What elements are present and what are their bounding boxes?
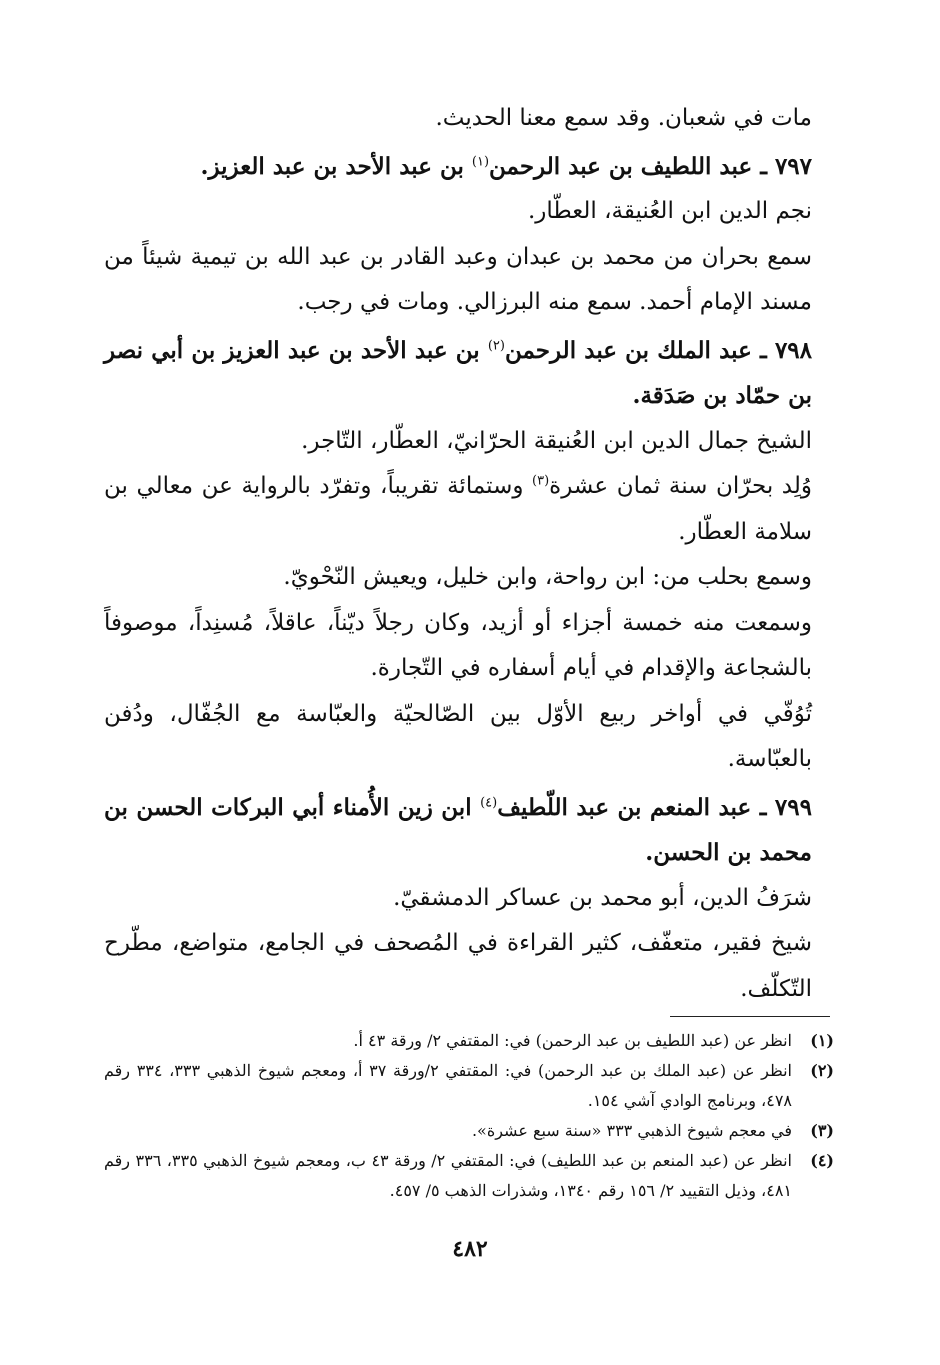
paragraph-birth — [104, 464, 834, 555]
paragraph-text-continued: وستمائة تقريباً، وتفرّد بالرواية عن معالي بن سلامة العطّار. — [104, 473, 812, 545]
footnote-mark: (٢) — [810, 1061, 834, 1080]
paragraph-sama-halab: وسمع بحلب من: ابن رواحة، وابن خليل، ويعيش النّحْويّ. — [283, 564, 812, 590]
paragraph-laqab: شرَفُ الدين، أبو محمد بن عساكر الدمشقيّ. — [393, 884, 812, 911]
entry-heading-797 — [104, 144, 834, 190]
entry-name: عبد الملك بن عبد الرحمن — [504, 336, 752, 364]
entry-name-continued: بن عبد الأحد بن عبد العزيز بن أبي نصر بن حمّاد بن صَدَقة. — [104, 336, 812, 409]
footnote-mark: (١) — [810, 1031, 834, 1050]
entry-name-continued: ابن زين الأُمناء أبي البركات الحسن بن محمد بن الحسن. — [104, 793, 812, 866]
footnote-text: في معجم شيوخ الذهبي ٣٣٣ «سنة سبع عشرة». — [471, 1121, 792, 1140]
paragraph-death-note: مات في شعبان. وقد سمع معنا الحديث. — [435, 105, 812, 131]
paragraph-description: شيخ فقير، متعفّف، كثير القراءة في المُصحف في الجامع، متواضع، مطّرح التّكلّف. — [104, 930, 812, 1002]
footnote-text: انظر عن (عبد اللطيف بن عبد الرحمن) في: المقتفي ٢/ ورقة ٤٣ أ. — [353, 1031, 792, 1050]
entry-number: ٧٩٧ ـ — [760, 152, 812, 180]
footnote-text: انظر عن (عبد الملك بن عبد الرحمن) في: المقتفي ٢/ورقة ٣٧ أ، ومعجم شيوخ الذهبي ٣٣٣، ٣٣٤ رقم ٤٧٨، وبرنامج الوادي آشي ١٥٤. — [104, 1061, 792, 1110]
entry-name-continued: بن عبد الأحد بن عبد العزيز. — [200, 152, 464, 180]
paragraph-description: وسمعت منه خمسة أجزاء أو أزيد، وكان رجلاً ديّناً، عاقلاً، مُسنِداً، موصوفاً بالشجاعة والإقدام في أيام أسفاره في التّجارة. — [104, 609, 812, 681]
paragraph-death: تُوُفّي في أواخر ربيع الأوّل بين الصّالحيّة والعبّاسة مع الجُفّال، ودُفن بالعبّاسة. — [104, 700, 812, 772]
footnote-item — [104, 1146, 834, 1206]
entry-heading-799 — [104, 785, 834, 876]
footnote-item — [104, 1116, 834, 1146]
footnote-mark: (٤) — [810, 1151, 834, 1170]
paragraph-text: وُلِد بحرّان سنة ثمان عشرة — [549, 473, 812, 499]
footnote-item — [104, 1056, 834, 1116]
footnote-text: انظر عن (عبد المنعم بن عبد اللطيف) في: المقتفي ٢/ ورقة ٤٣ ب، ومعجم شيوخ الذهبي ٣٣٥، ٣٣٦ رقم ٤٨١، وذيل التقييد ٢/ ١٥٦ رقم ١٣٤٠، وشذرات الذهب ٥/ ٤٥٧. — [104, 1151, 792, 1200]
footnote-ref[interactable]: (٤) — [480, 794, 498, 810]
paragraph-laqab: نجم الدين ابن العُنيقة، العطّار. — [527, 198, 812, 224]
paragraph-sama: سمع بحران من محمد بن عبدان وعبد القادر بن عبد الله بن تيمية شيئاً من مسند الإمام أحمد. سمع منه البرزالي. ومات في رجب. — [104, 243, 812, 315]
footnote-divider — [670, 1016, 830, 1017]
footnote-mark: (٣) — [810, 1121, 834, 1140]
paragraph-laqab: الشيخ جمال الدين ابن العُنيقة الحرّانيّ، العطّار، التّاجر. — [301, 427, 812, 454]
footnote-ref[interactable]: (٢) — [487, 337, 505, 353]
entry-number: ٧٩٩ ـ — [759, 793, 812, 821]
entry-name: عبد اللطيف بن عبد الرحمن — [489, 152, 753, 180]
footnote-ref[interactable]: (٣) — [532, 473, 550, 489]
footnote-item — [104, 1026, 834, 1056]
entry-heading-798 — [104, 328, 834, 419]
footnotes — [104, 1026, 834, 1206]
main-text — [104, 96, 834, 1012]
entry-number: ٧٩٨ ـ — [760, 336, 812, 364]
entry-name: عبد المنعم بن عبد اللّطيف — [497, 793, 752, 821]
page-number: ٤٨٢ — [452, 1236, 488, 1262]
footnote-ref[interactable]: (١) — [471, 153, 490, 169]
